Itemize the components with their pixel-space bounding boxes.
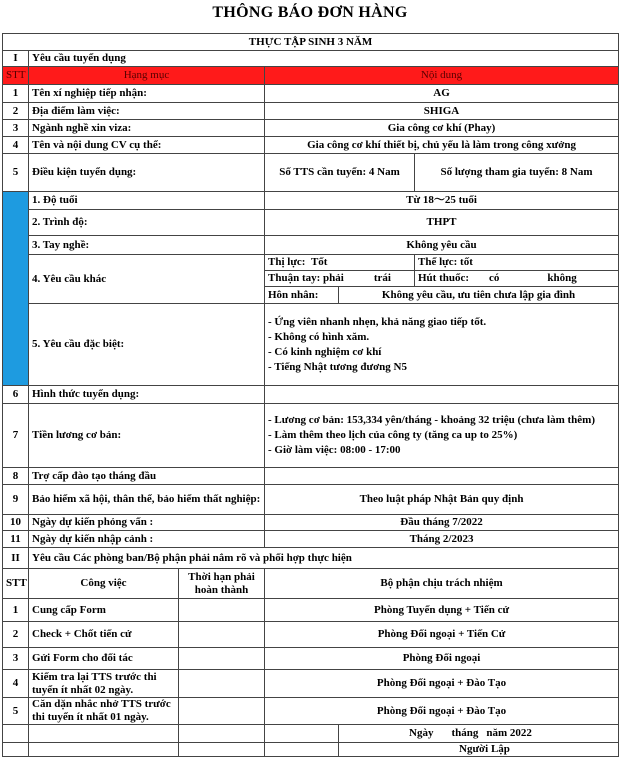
table-row: [3, 670, 619, 698]
subtitle: THỰC TẬP SINH 3 NĂM: [3, 34, 619, 51]
row-value: Tháng 2/2023: [265, 531, 619, 548]
row-label: Địa điểm làm việc:: [29, 103, 265, 120]
trainees-participating: Số lượng tham gia tuyển: 8 Nam: [415, 154, 619, 192]
department-cell: Phòng Đối ngoại: [265, 648, 619, 670]
row-label: Trợ cấp đào tạo tháng đầu: [29, 468, 265, 485]
row-value: Đầu tháng 7/2022: [265, 515, 619, 531]
handedness-left: trái: [373, 272, 391, 284]
row-label: 2. Trình độ:: [29, 210, 265, 236]
trainees-needed: Số TTS cần tuyển: 4 Nam: [265, 154, 415, 192]
row-number: 1: [3, 85, 29, 103]
footer-date: [339, 725, 619, 743]
row-label: 1. Độ tuổi: [29, 192, 265, 210]
table-row: [3, 515, 619, 531]
footer-month: tháng: [451, 727, 479, 739]
deadline-cell: [179, 622, 265, 648]
department-cell: Phòng Đối ngoại + Tiến Cử: [265, 622, 619, 648]
eyesight-label: Thị lực:: [268, 256, 306, 268]
footer-cell: [3, 725, 29, 743]
row-value: Từ 18～25 tuổi: [265, 192, 619, 210]
deadline-cell: [179, 698, 265, 725]
section-1-row: [3, 51, 619, 67]
table-row: [3, 648, 619, 670]
row-label: Tên xí nghiệp tiếp nhận:: [29, 85, 265, 103]
fitness-cell: [415, 255, 619, 271]
header-department: Bộ phận chịu trách nhiệm: [265, 569, 619, 599]
list-item: - Lương cơ bản: 153,334 yên/tháng - khoảng 32 triệu (chưa làm thêm): [268, 414, 595, 426]
section-1-title: Yêu cầu tuyển dụng: [29, 51, 619, 67]
footer-day: Ngày: [409, 727, 434, 739]
smoking-no: không: [547, 272, 577, 284]
section-1-header-row: [3, 67, 619, 85]
list-item: - Tiếng Nhật tương đương N5: [268, 360, 407, 373]
handedness-cell: [265, 271, 415, 287]
deadline-cell: [179, 648, 265, 670]
table-row: [3, 386, 619, 404]
row-value: THPT: [265, 210, 619, 236]
footer-cell: [179, 743, 265, 757]
table-row: [3, 468, 619, 485]
row-number: 3: [3, 648, 29, 670]
eyesight-cell: [265, 255, 415, 271]
section-1-index: I: [3, 51, 29, 67]
table-row: [3, 137, 619, 154]
marital-value: Không yêu cầu, ưu tiên chưa lập gia đình: [339, 287, 619, 304]
table-row: [3, 698, 619, 725]
list-item: - Không có hình xăm.: [268, 330, 370, 343]
table-row: [3, 192, 619, 210]
blue-group-marker: [3, 192, 29, 386]
fitness-label: Thể lực:: [418, 256, 458, 268]
row-label: Bảo hiểm xã hội, thân thể, bảo hiểm thất nghiệp:: [29, 485, 265, 515]
row-value: [265, 386, 619, 404]
row-number: 4: [3, 137, 29, 154]
row-label: Ngày dự kiến nhập cảnh :: [29, 531, 265, 548]
row-number: 4: [3, 670, 29, 698]
row-value: Gia công cơ khí thiết bị, chủ yếu là làm trong công xưởng: [265, 137, 619, 154]
header-content: Nội dung: [265, 67, 619, 85]
row-label: 5. Yêu cầu đặc biệt:: [29, 304, 265, 386]
footer-cell: [265, 743, 339, 757]
footer-cell: [179, 725, 265, 743]
row-label: Ngành nghề xin viza:: [29, 120, 265, 137]
section-2-index: II: [3, 548, 29, 569]
header-category: Hạng mục: [29, 67, 265, 85]
row-number: 10: [3, 515, 29, 531]
table-row: [3, 154, 619, 192]
task-cell: Check + Chốt tiến cử: [29, 622, 179, 648]
row-number: 2: [3, 103, 29, 120]
row-number: 5: [3, 154, 29, 192]
table-row: [3, 485, 619, 515]
task-cell: Kiểm tra lại TTS trước thi tuyển ít nhất 02 ngày.: [29, 670, 179, 698]
row-label: 3. Tay nghề:: [29, 236, 265, 255]
list-item: - Có kinh nghiệm cơ khí: [268, 345, 382, 358]
list-item: - Ứng viên nhanh nhẹn, khả năng giao tiếp tốt.: [268, 315, 487, 328]
smoking-cell: [415, 271, 619, 287]
footer-year: năm 2022: [486, 727, 532, 739]
header-stt: STT: [3, 67, 29, 85]
table-row: [3, 120, 619, 137]
row-value: [265, 468, 619, 485]
header-task: Công việc: [29, 569, 179, 599]
department-cell: Phòng Đối ngoại + Đào Tạo: [265, 670, 619, 698]
row-label: Điều kiện tuyển dụng:: [29, 154, 265, 192]
task-cell: Căn dặn nhắc nhở TTS trước thi tuyển ít nhất 01 ngày.: [29, 698, 179, 725]
department-cell: Phòng Đối ngoại + Đào Tạo: [265, 698, 619, 725]
row-value: Theo luật pháp Nhật Bản quy định: [265, 485, 619, 515]
smoking-label: Hút thuốc:: [418, 272, 470, 284]
table-row: [3, 304, 619, 386]
footer-cell: [265, 725, 339, 743]
order-table: [2, 33, 619, 757]
page-title: THÔNG BÁO ĐƠN HÀNG: [212, 4, 408, 21]
row-label: 4. Yêu cầu khác: [29, 255, 265, 304]
row-number: 9: [3, 485, 29, 515]
row-number: 2: [3, 622, 29, 648]
handedness-right: phải: [323, 272, 344, 284]
subtitle-row: [3, 34, 619, 51]
table-row: [3, 255, 619, 271]
task-cell: Cung cấp Form: [29, 599, 179, 622]
row-number: 6: [3, 386, 29, 404]
row-number: 1: [3, 599, 29, 622]
row-label: Tên và nội dung CV cụ thể:: [29, 137, 265, 154]
row-value: Không yêu cầu: [265, 236, 619, 255]
row-number: 3: [3, 120, 29, 137]
row-value: SHIGA: [265, 103, 619, 120]
footer-cell: [29, 743, 179, 757]
section-2-header-row: [3, 569, 619, 599]
footer-date-row: [3, 725, 619, 743]
footer-signer-row: [3, 743, 619, 757]
table-row: [3, 404, 619, 468]
handedness-label: Thuận tay:: [268, 272, 321, 284]
footer-cell: [3, 743, 29, 757]
deadline-cell: [179, 670, 265, 698]
table-row: [3, 85, 619, 103]
list-item: - Giờ làm việc: 08:00 - 17:00: [268, 444, 401, 456]
task-cell: Gửi Form cho đối tác: [29, 648, 179, 670]
smoking-yes: có: [489, 272, 500, 284]
row-label: Tiền lương cơ bản:: [29, 404, 265, 468]
table-row: [3, 210, 619, 236]
row-number: 5: [3, 698, 29, 725]
row-number: 7: [3, 404, 29, 468]
department-cell: Phòng Tuyển dụng + Tiến cử: [265, 599, 619, 622]
table-row: [3, 236, 619, 255]
section-2-title: Yêu cầu Các phòng ban/Bộ phận phải nắm rõ và phối hợp thực hiện: [29, 548, 619, 569]
marital-label: Hôn nhân:: [265, 287, 339, 304]
table-row: [3, 622, 619, 648]
table-row: [3, 599, 619, 622]
table-row: [3, 531, 619, 548]
list-item: - Làm thêm theo lịch của công ty (tăng ca up to 25%): [268, 429, 518, 441]
deadline-cell: [179, 599, 265, 622]
special-requirements-list: [265, 304, 619, 386]
row-number: 11: [3, 531, 29, 548]
row-label: Hình thức tuyển dụng:: [29, 386, 265, 404]
section-2-row: [3, 548, 619, 569]
eyesight-value: Tốt: [310, 256, 328, 268]
row-label: Ngày dự kiến phỏng vấn :: [29, 515, 265, 531]
row-number: 8: [3, 468, 29, 485]
fitness-value: tốt: [460, 256, 473, 268]
row-value: Gia công cơ khí (Phay): [265, 120, 619, 137]
footer-signer: Người Lập: [339, 743, 619, 757]
header-deadline: Thời hạn phải hoàn thành: [179, 569, 265, 599]
header-stt: STT: [3, 569, 29, 599]
row-value: AG: [265, 85, 619, 103]
table-row: [3, 103, 619, 120]
footer-cell: [29, 725, 179, 743]
salary-details: [265, 404, 619, 468]
